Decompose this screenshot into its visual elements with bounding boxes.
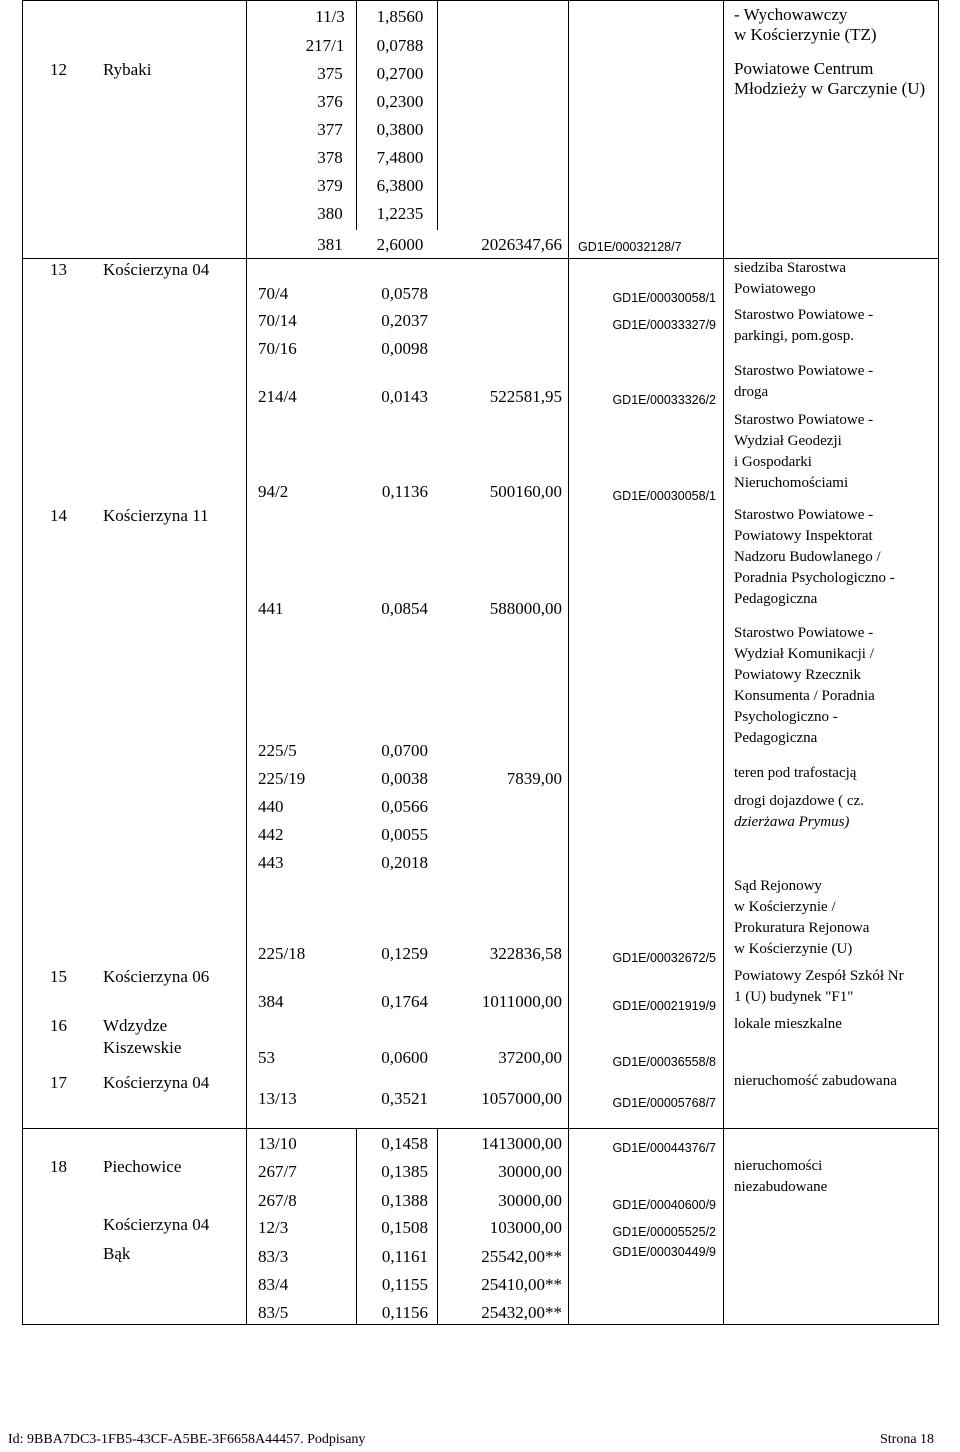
cell-kw: GD1E/00032672/5 [612, 951, 716, 965]
cell-kw: GD1E/00033326/2 [612, 393, 716, 407]
cell-area: 0,1385 [381, 1162, 428, 1181]
row-divider-12 [22, 0, 939, 1]
cell-use-line: Powiatowego [734, 281, 816, 297]
cell-use-line: Sąd Rejonowy [734, 878, 822, 894]
cell-area: 0,0600 [381, 1048, 428, 1067]
cell-parcel: 267/7 [258, 1162, 297, 1181]
cell-row-number: 15 [50, 967, 67, 986]
cell-value: 1057000,00 [481, 1089, 562, 1108]
cell-value: 7839,00 [506, 769, 562, 788]
cell-parcel: 13/13 [258, 1089, 297, 1108]
cell-value: 30000,00 [498, 1191, 562, 1210]
cell-place: Piechowice [103, 1157, 182, 1176]
cell-value: 322836,58 [489, 944, 562, 963]
cell-kw: GD1E/00030058/1 [612, 489, 716, 503]
cell-parcel: 440 [258, 797, 284, 816]
cell-use-line: 1 (U) budynek "F1" [734, 989, 854, 1005]
cell-value: 1413000,00 [481, 1134, 562, 1153]
cell-parcel: 381 [317, 235, 343, 254]
cell-area: 0,0098 [381, 339, 428, 358]
cell-use-line: Powiatowy Rzecznik [734, 667, 862, 683]
cell-parcel: 379 [317, 176, 343, 195]
cell-kw: GD1E/00044376/7 [612, 1141, 716, 1155]
cell-use-line: drogi dojazdowe ( cz. [734, 793, 864, 809]
cell-use-line: Powiatowy Zespół Szkół Nr [734, 968, 904, 984]
cell-area: 2,6000 [376, 235, 424, 254]
cell-use-line: w Kościerzynie / [734, 899, 836, 915]
cell-use-line: lokale mieszkalne [734, 1016, 842, 1032]
col-divider-area [437, 0, 438, 230]
cell-area: 0,0578 [381, 284, 428, 303]
cell-area: 0,1155 [381, 1275, 428, 1294]
cell-use-line: Starostwo Powiatowe - [734, 307, 874, 323]
cell-place: Wdzydze [103, 1016, 168, 1035]
cell-parcel: 83/3 [258, 1247, 289, 1266]
cell-kw: GD1E/00005768/7 [612, 1096, 716, 1110]
row-divider-17 [22, 1128, 939, 1129]
cell-use-line: Konsumenta / Poradnia [734, 688, 875, 704]
cell-area: 0,0038 [381, 769, 428, 788]
cell-parcel: 225/18 [258, 944, 306, 963]
cell-area: 0,2018 [381, 853, 428, 872]
cell-use-line: Starostwo Powiatowe - [734, 412, 874, 428]
cell-value: 2026347,66 [481, 235, 562, 254]
cell-parcel: 214/4 [258, 387, 297, 406]
cell-use-line: Starostwo Powiatowe - [734, 363, 874, 379]
cell-use-line: Poradnia Psychologiczno - [734, 570, 895, 586]
cell-use-line: - Wychowawczy [734, 5, 848, 24]
cell-row-number: 14 [50, 506, 67, 525]
cell-use-line: Pedagogiczna [734, 591, 818, 607]
cell-parcel: 376 [317, 92, 343, 111]
cell-use-line: niezabudowane [734, 1179, 828, 1195]
table-border-left [22, 0, 23, 1324]
cell-parcel: 53 [258, 1048, 275, 1067]
cell-parcel: 442 [258, 825, 284, 844]
cell-area: 0,1161 [381, 1247, 428, 1266]
cell-area: 0,1136 [381, 482, 428, 501]
cell-kw: GD1E/00030449/9 [612, 1245, 716, 1259]
cell-use-line: Wydział Geodezji [734, 433, 842, 449]
cell-area: 0,0143 [381, 387, 428, 406]
cell-parcel: 380 [317, 204, 343, 223]
cell-area: 0,0788 [376, 36, 424, 55]
cell-value: 103000,00 [489, 1218, 562, 1237]
cell-place: Kościerzyna 11 [103, 506, 209, 525]
cell-area: 0,2037 [381, 311, 428, 330]
cell-use-line: w Kościerzynie (U) [734, 941, 853, 957]
cell-kw: GD1E/00036558/8 [612, 1055, 716, 1069]
cell-parcel: 267/8 [258, 1191, 297, 1210]
cell-row-number: 18 [50, 1157, 67, 1176]
cell-use-line: i Gospodarki [734, 454, 812, 470]
cell-place: Rybaki [103, 60, 152, 79]
cell-area: 6,3800 [376, 176, 424, 195]
cell-parcel: 70/4 [258, 284, 289, 303]
cell-area: 0,3800 [376, 120, 424, 139]
col-divider-place [246, 0, 247, 1324]
cell-row-number: 17 [50, 1073, 67, 1092]
cell-value: 37200,00 [498, 1048, 562, 1067]
cell-parcel: 375 [317, 64, 343, 83]
cell-use-line: Młodzieży w Garczynie (U) [734, 79, 926, 98]
cell-use-line: droga [734, 384, 769, 400]
cell-use-line: w Kościerzynie (TZ) [734, 25, 877, 44]
cell-area: 0,1458 [381, 1134, 428, 1153]
cell-value: 25542,00** [481, 1247, 562, 1266]
cell-parcel: 11/3 [315, 7, 345, 26]
cell-area: 0,1388 [381, 1191, 428, 1210]
cell-use-line: Powiatowy Inspektorat [734, 528, 873, 544]
cell-parcel: 384 [258, 992, 284, 1011]
cell-row-number: 13 [50, 260, 67, 279]
cell-area: 0,1764 [381, 992, 428, 1011]
cell-value: 1011000,00 [481, 992, 562, 1011]
cell-use-line: Powiatowe Centrum [734, 59, 874, 78]
cell-kw: GD1E/00032128/7 [578, 240, 682, 254]
cell-kw: GD1E/00005525/2 [612, 1225, 716, 1239]
table-border-right [938, 0, 939, 1324]
cell-parcel: 13/10 [258, 1134, 297, 1153]
cell-area: 7,4800 [376, 148, 424, 167]
cell-use-line: Starostwo Powiatowe - [734, 507, 874, 523]
cell-area: 0,0055 [381, 825, 428, 844]
cell-parcel: 225/19 [258, 769, 306, 788]
cell-use-line: Pedagogiczna [734, 730, 818, 746]
cell-use-line: Psychologiczno - [734, 709, 838, 725]
cell-row-number: 12 [50, 60, 67, 79]
cell-parcel: 83/4 [258, 1275, 289, 1294]
cell-parcel: 441 [258, 599, 284, 618]
cell-kw: GD1E/00033327/9 [612, 318, 716, 332]
cell-use-line: Nieruchomościami [734, 475, 849, 491]
cell-area: 1,8560 [376, 7, 424, 26]
cell-parcel: 217/1 [305, 36, 345, 55]
cell-place: Kościerzyna 04 [103, 1073, 210, 1092]
col-divider-area-lower [437, 1128, 438, 1324]
footer-document-id: Id: 9BBA7DC3-1FB5-43CF-A5BE-3F6658A44457. Podpisany [8, 1432, 366, 1447]
cell-place: Bąk [103, 1244, 131, 1263]
col-divider-value [568, 0, 569, 1324]
cell-value: 588000,00 [489, 599, 562, 618]
cell-value: 25432,00** [481, 1303, 562, 1322]
table-border-bottom [22, 1324, 939, 1325]
cell-use-line: siedziba Starostwa [734, 260, 847, 276]
cell-area: 0,1508 [381, 1218, 428, 1237]
footer-page-number: Strona 18 [880, 1432, 935, 1447]
cell-parcel: 377 [317, 120, 343, 139]
cell-value: 522581,95 [489, 387, 562, 406]
cell-area: 0,3521 [381, 1089, 428, 1108]
cell-parcel: 225/5 [258, 741, 297, 760]
cell-area: 0,1259 [381, 944, 428, 963]
cell-value: 25410,00** [481, 1275, 562, 1294]
cell-value: 500160,00 [489, 482, 562, 501]
cell-place: Kościerzyna 06 [103, 967, 210, 986]
cell-use-line: parkingi, pom.gosp. [734, 328, 854, 344]
cell-place: Kościerzyna 04 [103, 260, 210, 279]
cell-parcel: 12/3 [258, 1218, 289, 1237]
cell-area: 0,2300 [376, 92, 424, 111]
cell-use-line: nieruchomości [734, 1158, 823, 1174]
cell-use-line: Wydział Komunikacji / [734, 646, 874, 662]
cell-area: 1,2235 [376, 204, 424, 223]
cell-use-line: Nadzoru Budowlanego / [734, 549, 881, 565]
cell-parcel: 70/14 [258, 311, 297, 330]
col-divider-parcel [356, 0, 357, 230]
cell-area: 0,2700 [376, 64, 424, 83]
cell-kw: GD1E/00030058/1 [612, 291, 716, 305]
cell-place: Kiszewskie [103, 1038, 182, 1057]
cell-value: 30000,00 [498, 1162, 562, 1181]
cell-use-line: Starostwo Powiatowe - [734, 625, 874, 641]
cell-parcel: 378 [317, 148, 343, 167]
cell-use-line: dzierżawa Prymus) [734, 814, 850, 830]
cell-parcel: 94/2 [258, 482, 289, 501]
cell-use-line: nieruchomość zabudowana [734, 1073, 897, 1089]
col-divider-kw [723, 0, 724, 1324]
cell-place: Kościerzyna 04 [103, 1215, 210, 1234]
cell-use-line: teren pod trafostacją [734, 765, 857, 781]
cell-parcel: 83/5 [258, 1303, 289, 1322]
cell-parcel: 443 [258, 853, 284, 872]
cell-use-line: Prokuratura Rejonowa [734, 920, 870, 936]
cell-area: 0,0566 [381, 797, 428, 816]
cell-area: 0,0854 [381, 599, 428, 618]
cell-row-number: 16 [50, 1016, 67, 1035]
cell-kw: GD1E/00021919/9 [612, 999, 716, 1013]
cell-parcel: 70/16 [258, 339, 297, 358]
cell-area: 0,1156 [381, 1303, 428, 1322]
cell-area: 0,0700 [381, 741, 428, 760]
cell-kw: GD1E/00040600/9 [612, 1198, 716, 1212]
